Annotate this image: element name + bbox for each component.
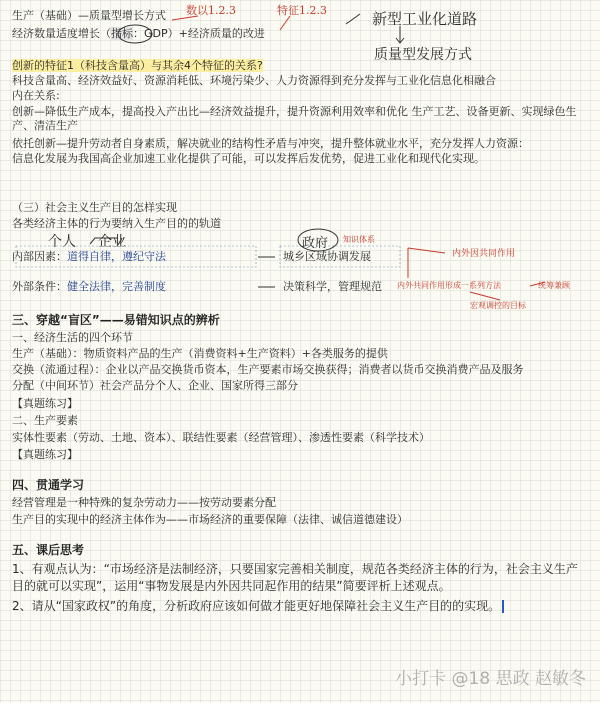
section3-line-distribution: 分配（中间环节）社会产品分个人、企业、国家所得三部分 — [12, 379, 298, 392]
line-economic-subjects: 各类经济主体的行为要纳入生产目的的轨道 — [12, 217, 221, 230]
external-label: 外部条件： — [12, 280, 67, 293]
handwritten-enterprise: 企业 — [98, 234, 126, 250]
section3-sub1: 一、经济生活的四个环节 — [12, 331, 133, 344]
right-coordination: 城乡区域协调发展 — [283, 250, 371, 263]
line-rely-innovation: 依托创新—提升劳动者自身素质，解决就业的结构性矛盾与冲突，提升整体就业水平，充分发挥人力资源： — [12, 137, 529, 150]
section3-line-exchange: 交换（流通过程）：企业以产品交换货币资本，生产要素市场交换获得；消费者以货币交换消费产品及服务 — [12, 363, 524, 376]
handwritten-note: 新型工业化道路 — [372, 10, 478, 28]
handwritten-individual: 个人 — [48, 234, 76, 250]
internal-value: 道得自律，遵纪守法 — [67, 250, 166, 263]
section3-line-factors: 实体性要素（劳动、土地、资本）、联结性要素（经营管理）、渗透性要素（科学技术） — [12, 431, 430, 444]
practice-tag-1: 【真题练习】 — [12, 397, 78, 410]
handwritten-note-red: 统筹兼顾 — [538, 281, 570, 290]
handwritten-note-red: 内外因共同作用 — [452, 249, 516, 259]
section3-heading: 三、穿越“盲区”——易错知识点的辨析 — [12, 313, 220, 327]
section4-heading: 四、贯通学习 — [12, 478, 85, 492]
right-decision: 决策科学，管理规范 — [283, 280, 382, 293]
practice-tag-2: 【真题练习】 — [12, 448, 78, 461]
line-external-conditions — [12, 280, 166, 294]
handwritten-government: 政府 — [302, 236, 329, 251]
text-segment: ：GDP）+经济质量的改进 — [133, 27, 265, 40]
circled-word: 指标 — [111, 27, 133, 40]
handwritten-note-red: 内外共同作用形成一系列方法 — [397, 281, 501, 290]
question2-text: 2、请从“国家政权”的角度，分析政府应该如何做才能更好地保障社会主义生产目的的实现。 — [12, 599, 501, 613]
section3-sub2: 二、生产要素 — [12, 414, 78, 427]
handwritten-note-red: 宏观调控的目标 — [470, 301, 526, 310]
external-value: 健全法律，完善制度 — [67, 280, 166, 293]
section3-line-production: 生产（基础）：物质资料产品的生产（消费资料+生产资料）+各类服务的提供 — [12, 347, 388, 360]
section4-line1: 经营管理是一种特殊的复杂劳动力——按劳动要素分配 — [12, 496, 276, 509]
handwritten-note-red: 数以1.2.3 — [186, 4, 236, 17]
handwritten-note: 质量型发展方式 — [374, 47, 472, 63]
text-cursor[interactable] — [502, 600, 504, 613]
text-segment: 经济数量适度增长（ — [12, 27, 111, 40]
line-five-features: 科技含量高、经济效益好、资源消耗低、环境污染少、人力资源得到充分发挥与工业化信息化相融合 — [12, 74, 496, 87]
question-title-text: 创新的特征1（科技含量高）与其余4个特征的关系? — [12, 59, 263, 72]
line-inner-relation: 内在关系: — [12, 89, 60, 102]
section5-heading: 五、课后思考 — [12, 543, 85, 557]
handwritten-note-red: 特征1.2.3 — [277, 4, 327, 17]
section-three-title: （三）社会主义生产目的怎样实现 — [12, 201, 177, 214]
question-title — [12, 59, 263, 73]
watermark: 小打卡 @18 思政 赵敏冬 — [395, 669, 586, 689]
line-production-basis: 生产（基础）—质量型增长方式 — [12, 9, 166, 22]
section4-line2: 生产目的实现中的经济主体作为——市场经济的重要保障（法律、诚信道德建设） — [12, 513, 408, 526]
line-economic-quantity — [12, 27, 265, 41]
line-innovation-cost: 创新—降低生产成本，提高投入产出比—经济效益提升，提升资源利用效率和优化 生产工艺、设备更新、实现绿色生产、清洁生产 — [12, 105, 577, 132]
section5-question2 — [12, 598, 504, 615]
line-internal-factors — [12, 250, 166, 264]
handwritten-note-red: 知识体系 — [343, 235, 375, 244]
section5-question1: 1、有观点认为：“市场经济是法制经济，只要国家完善相关制度，规范各类经济主体的行为，社会主义生产目的就可以实现”，运用“事物发展是内外因共同起作用的结果”简要评析上述观点。 — [12, 562, 578, 593]
internal-label: 内部因素： — [12, 250, 67, 263]
line-informatization: 信息化发展为我国高企业加速工业化提供了可能，可以发挥后发优势，促进工业化和现代化实现。 — [12, 152, 485, 165]
